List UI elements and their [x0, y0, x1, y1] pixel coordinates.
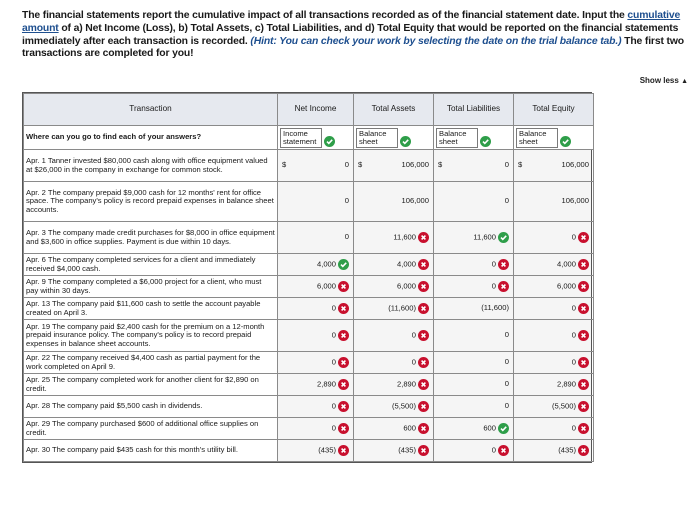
- transaction-description: Apr. 1 Tanner invested $80,000 cash along with office equipment valued at $26,000 in the company in exchange for common stock.: [24, 150, 278, 182]
- net-income-cell[interactable]: [278, 150, 354, 182]
- transaction-description: Apr. 6 The company completed services for a client and immediately received $4,000 cash.: [24, 254, 278, 276]
- dollar-sign: $: [438, 160, 443, 170]
- transaction-description: Apr. 28 The company paid $5,500 cash in dividends.: [24, 396, 278, 418]
- total-assets-value[interactable]: (435): [398, 445, 416, 455]
- total-assets-value[interactable]: 600: [403, 423, 416, 433]
- transaction-description: Apr. 13 The company paid $11,600 cash to settle the account payable created on April 3.: [24, 298, 278, 320]
- x-icon: [578, 423, 589, 434]
- total-liabilities-cell[interactable]: [434, 418, 514, 440]
- net-income-value[interactable]: 0: [344, 196, 349, 206]
- total-equity-cell[interactable]: [514, 320, 594, 352]
- total-assets-cell[interactable]: [354, 374, 434, 396]
- source-select-net-income[interactable]: Income statement: [280, 128, 322, 148]
- table-row: [24, 418, 594, 440]
- total-liabilities-cell[interactable]: [434, 440, 514, 462]
- total-assets-cell[interactable]: [354, 418, 434, 440]
- total-equity-value[interactable]: 4,000: [556, 259, 576, 269]
- transaction-description: Apr. 22 The company received $4,400 cash as partial payment for the work completed on April 9.: [24, 352, 278, 374]
- total-equity-value[interactable]: 2,890: [556, 379, 576, 389]
- instructions-text-3: The first two transactions are completed for you!: [22, 35, 684, 60]
- transaction-table: [22, 92, 592, 463]
- total-assets-cell[interactable]: [354, 352, 434, 374]
- total-liabilities-cell[interactable]: [434, 182, 514, 222]
- x-icon: [578, 281, 589, 292]
- total-liabilities-value[interactable]: (11,600): [481, 303, 509, 313]
- total-liabilities-cell[interactable]: [434, 396, 514, 418]
- x-icon: [338, 445, 349, 456]
- total-assets-value[interactable]: 0: [411, 330, 416, 340]
- net-income-cell[interactable]: [278, 440, 354, 462]
- net-income-value[interactable]: 0: [331, 423, 336, 433]
- show-less-toggle[interactable]: [640, 76, 688, 85]
- x-icon: [418, 423, 429, 434]
- dollar-sign: $: [282, 160, 287, 170]
- cumulative-amount-link[interactable]: cumulative amount: [22, 10, 681, 34]
- total-equity-cell[interactable]: [514, 374, 594, 396]
- total-assets-cell[interactable]: [354, 222, 434, 254]
- total-liabilities-value[interactable]: 0: [504, 401, 509, 411]
- transaction-description: Apr. 3 The company made credit purchases for $8,000 in office equipment and $3,600 in office supplies. Payment is due within 10 days.: [24, 222, 278, 254]
- total-equity-value[interactable]: 0: [571, 357, 576, 367]
- net-income-value[interactable]: 4,000: [316, 259, 336, 269]
- total-liabilities-value[interactable]: 0: [491, 445, 496, 455]
- x-icon: [578, 401, 589, 412]
- total-liabilities-value[interactable]: 0: [504, 330, 509, 340]
- total-assets-value[interactable]: (11,600): [388, 303, 416, 313]
- table-row: [24, 150, 594, 182]
- total-assets-value[interactable]: 106,000: [401, 196, 429, 206]
- table-row: [24, 276, 594, 298]
- total-assets-cell[interactable]: [354, 396, 434, 418]
- table-row: [24, 374, 594, 396]
- check-icon: [324, 136, 335, 147]
- x-icon: [418, 259, 429, 270]
- total-equity-value[interactable]: (435): [558, 445, 576, 455]
- x-icon: [338, 379, 349, 390]
- x-icon: [578, 303, 589, 314]
- net-income-value[interactable]: 0: [331, 401, 336, 411]
- total-equity-cell[interactable]: [514, 396, 594, 418]
- x-icon: [338, 330, 349, 341]
- total-liabilities-cell[interactable]: [434, 298, 514, 320]
- net-income-cell[interactable]: [278, 320, 354, 352]
- x-icon: [578, 445, 589, 456]
- total-assets-value[interactable]: 0: [411, 357, 416, 367]
- total-equity-value[interactable]: 0: [571, 330, 576, 340]
- total-equity-value[interactable]: 0: [571, 232, 576, 242]
- total-equity-value[interactable]: 0: [571, 303, 576, 313]
- check-icon: [498, 423, 509, 434]
- x-icon: [498, 281, 509, 292]
- net-income-value[interactable]: 0: [331, 303, 336, 313]
- total-liabilities-value[interactable]: 0: [491, 281, 496, 291]
- total-liabilities-value[interactable]: 0: [504, 160, 509, 170]
- x-icon: [338, 401, 349, 412]
- x-icon: [418, 330, 429, 341]
- total-liabilities-value[interactable]: 0: [504, 196, 509, 206]
- header-total-assets: Total Assets: [354, 94, 434, 126]
- total-assets-value[interactable]: 4,000: [396, 259, 416, 269]
- instructions-text-2: of a) Net Income (Loss), b) Total Assets, c) Total Liabilities, and d) Total Equity that would be reported on the financial statements immediately after each transaction is recorded.: [22, 22, 679, 47]
- net-income-value[interactable]: 2,890: [316, 379, 336, 389]
- total-equity-cell[interactable]: [514, 352, 594, 374]
- x-icon: [418, 303, 429, 314]
- x-icon: [578, 379, 589, 390]
- x-icon: [498, 445, 509, 456]
- transaction-description: Apr. 25 The company completed work for another client for $2,890 on credit.: [24, 374, 278, 396]
- net-income-value[interactable]: 0: [344, 160, 349, 170]
- total-equity-value[interactable]: 106,000: [561, 160, 589, 170]
- table-row: [24, 298, 594, 320]
- transaction-description: Apr. 29 The company purchased $600 of additional office supplies on credit.: [24, 418, 278, 440]
- table-row: [24, 440, 594, 462]
- check-icon: [480, 136, 491, 147]
- table-row: [24, 396, 594, 418]
- total-assets-cell[interactable]: [354, 440, 434, 462]
- triangle-up-icon: ▲: [681, 78, 688, 85]
- table-row: [24, 352, 594, 374]
- check-icon: [400, 136, 411, 147]
- check-icon: [338, 259, 349, 270]
- source-select-total-liabilities[interactable]: Balance sheet: [436, 128, 478, 148]
- x-icon: [578, 232, 589, 243]
- instructions: [22, 10, 688, 61]
- total-assets-cell[interactable]: [354, 254, 434, 276]
- total-assets-cell[interactable]: [354, 298, 434, 320]
- x-icon: [338, 281, 349, 292]
- total-equity-value[interactable]: 0: [571, 423, 576, 433]
- total-equity-cell[interactable]: [514, 222, 594, 254]
- total-equity-cell[interactable]: [514, 418, 594, 440]
- total-assets-cell[interactable]: [354, 320, 434, 352]
- x-icon: [418, 445, 429, 456]
- total-assets-value[interactable]: 2,890: [396, 379, 416, 389]
- total-liabilities-cell[interactable]: [434, 320, 514, 352]
- net-income-cell[interactable]: [278, 182, 354, 222]
- total-equity-cell[interactable]: [514, 298, 594, 320]
- total-equity-value[interactable]: 106,000: [561, 196, 589, 206]
- x-icon: [338, 357, 349, 368]
- total-equity-cell[interactable]: [514, 254, 594, 276]
- total-liabilities-cell[interactable]: [434, 222, 514, 254]
- x-icon: [418, 281, 429, 292]
- check-icon: [560, 136, 571, 147]
- total-equity-cell[interactable]: [514, 276, 594, 298]
- x-icon: [338, 423, 349, 434]
- total-liabilities-cell[interactable]: [434, 150, 514, 182]
- total-equity-value[interactable]: 6,000: [556, 281, 576, 291]
- total-liabilities-cell[interactable]: [434, 352, 514, 374]
- total-liabilities-value[interactable]: 11,600: [473, 232, 496, 242]
- transaction-description: Apr. 30 The company paid $435 cash for this month's utility bill.: [24, 440, 278, 462]
- dollar-sign: $: [358, 160, 363, 170]
- total-assets-value[interactable]: 106,000: [401, 160, 429, 170]
- transaction-description: Apr. 19 The company paid $2,400 cash for the premium on a 12-month prepaid insurance policy. The company's policy is to record prepaid expenses in balance sheet accounts.: [24, 320, 278, 352]
- check-icon: [498, 232, 509, 243]
- total-equity-cell[interactable]: [514, 440, 594, 462]
- net-income-value[interactable]: (435): [318, 445, 336, 455]
- net-income-cell[interactable]: [278, 374, 354, 396]
- total-assets-value[interactable]: (5,500): [391, 401, 416, 411]
- x-icon: [418, 379, 429, 390]
- net-income-cell[interactable]: [278, 352, 354, 374]
- net-income-cell[interactable]: [278, 222, 354, 254]
- show-less-label[interactable]: Show less: [639, 76, 679, 85]
- total-equity-cell[interactable]: [514, 150, 594, 182]
- header-transaction: Transaction: [24, 94, 278, 126]
- net-income-cell[interactable]: [278, 418, 354, 440]
- total-assets-value[interactable]: 11,600: [393, 232, 416, 242]
- total-assets-cell[interactable]: [354, 182, 434, 222]
- net-income-value[interactable]: 6,000: [316, 281, 336, 291]
- x-icon: [578, 357, 589, 368]
- table-row: [24, 254, 594, 276]
- hint-text: (Hint: You can check your work by selecting the date on the trial balance tab.): [250, 35, 622, 47]
- total-equity-cell[interactable]: [514, 182, 594, 222]
- net-income-value[interactable]: 0: [331, 330, 336, 340]
- total-liabilities-value[interactable]: 600: [483, 423, 496, 433]
- x-icon: [498, 259, 509, 270]
- net-income-cell[interactable]: [278, 254, 354, 276]
- x-icon: [418, 401, 429, 412]
- total-liabilities-cell[interactable]: [434, 374, 514, 396]
- x-icon: [338, 303, 349, 314]
- instructions-text: The financial statements report the cumulative impact of all transactions recorded as of the financial statement date. Input the: [22, 10, 628, 21]
- total-liabilities-cell[interactable]: [434, 276, 514, 298]
- source-select-total-assets[interactable]: Balance sheet: [356, 128, 398, 148]
- total-liabilities-cell[interactable]: [434, 254, 514, 276]
- net-income-cell[interactable]: [278, 298, 354, 320]
- total-liabilities-value[interactable]: 0: [504, 379, 509, 389]
- table-row: [24, 222, 594, 254]
- total-assets-cell[interactable]: [354, 150, 434, 182]
- total-assets-cell[interactable]: [354, 276, 434, 298]
- question-text: Where can you go to find each of your answers?: [24, 126, 278, 150]
- x-icon: [418, 357, 429, 368]
- source-select-total-equity[interactable]: Balance sheet: [516, 128, 558, 148]
- net-income-cell[interactable]: [278, 276, 354, 298]
- transaction-description: Apr. 2 The company prepaid $9,000 cash for 12 months' rent for office space. The company's policy is record prepaid expenses in balance sheet accounts.: [24, 182, 278, 222]
- x-icon: [418, 232, 429, 243]
- header-total-equity: Total Equity: [514, 94, 594, 126]
- header-net-income: Net Income: [278, 94, 354, 126]
- net-income-value[interactable]: 0: [344, 232, 349, 242]
- transaction-description: Apr. 9 The company completed a $6,000 project for a client, who must pay within 30 days.: [24, 276, 278, 298]
- x-icon: [578, 330, 589, 341]
- x-icon: [578, 259, 589, 270]
- table-row: [24, 320, 594, 352]
- total-equity-value[interactable]: (5,500): [551, 401, 576, 411]
- net-income-cell[interactable]: [278, 396, 354, 418]
- dollar-sign: $: [518, 160, 523, 170]
- header-total-liabilities: Total Liabilities: [434, 94, 514, 126]
- total-liabilities-value[interactable]: 0: [491, 259, 496, 269]
- table-row: [24, 182, 594, 222]
- net-income-value[interactable]: 0: [331, 357, 336, 367]
- total-assets-value[interactable]: 6,000: [396, 281, 416, 291]
- total-liabilities-value[interactable]: 0: [504, 357, 509, 367]
